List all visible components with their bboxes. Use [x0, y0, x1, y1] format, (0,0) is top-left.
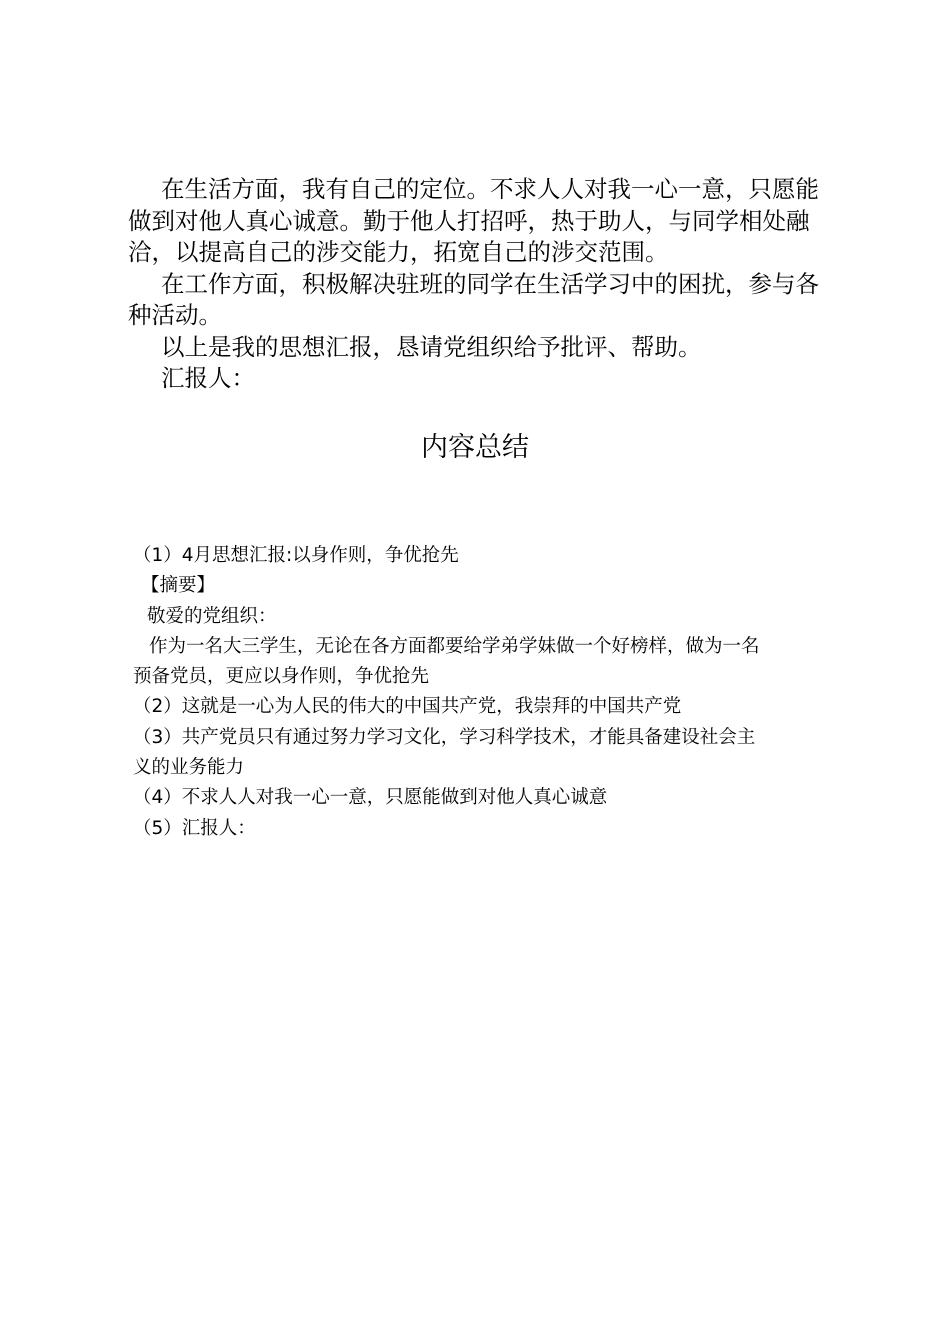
summary-item-4: （4）不求人人对我一心一意，只愿能做到对他人真心诚意	[133, 787, 608, 809]
paragraph-closing: 以上是我的思想汇报，恳请党组织给予批评、帮助。	[161, 332, 702, 361]
summary-section	[133, 541, 843, 844]
summary-item-3: （3）共产党员只有通过努力学习文化，学习科学技术，才能具备建设社会主	[133, 726, 756, 748]
abstract-line-1: 作为一名大三学生，无论在各方面都要给学弟学妹做一个好榜样，做为一名	[149, 635, 760, 657]
summary-item-1: （1）4月思想汇报:以身作则，争优抢先	[133, 545, 459, 566]
abstract-line-2: 预备党员，更应以身作则，争优抢先	[133, 666, 430, 688]
summary-item-5: （5）汇报人：	[133, 817, 256, 839]
report-body	[128, 174, 828, 395]
paragraph-reporter: 汇报人：	[161, 364, 255, 392]
summary-item-2: （2）这就是一心为人民的伟大的中国共产党，我崇拜的中国共产党	[133, 696, 682, 718]
salutation: 敬爱的党组织：	[147, 605, 277, 627]
abstract-label: 【摘要】	[141, 575, 216, 597]
paragraph-work: 在工作方面，积极解决驻班的同学在生活学习中的困扰，参与各种活动。	[128, 269, 819, 329]
paragraph-life: 在生活方面，我有自己的定位。不求人人对我一心一意，只愿能做到对他人真心诚意。勤于他人打招呼，热于助人，与同学相处融洽，以提高自己的涉交能力，拓宽自己的涉交范围。	[128, 175, 819, 266]
summary-item-3-continued: 义的业务能力	[133, 757, 245, 779]
summary-title: 内容总结	[421, 432, 529, 463]
